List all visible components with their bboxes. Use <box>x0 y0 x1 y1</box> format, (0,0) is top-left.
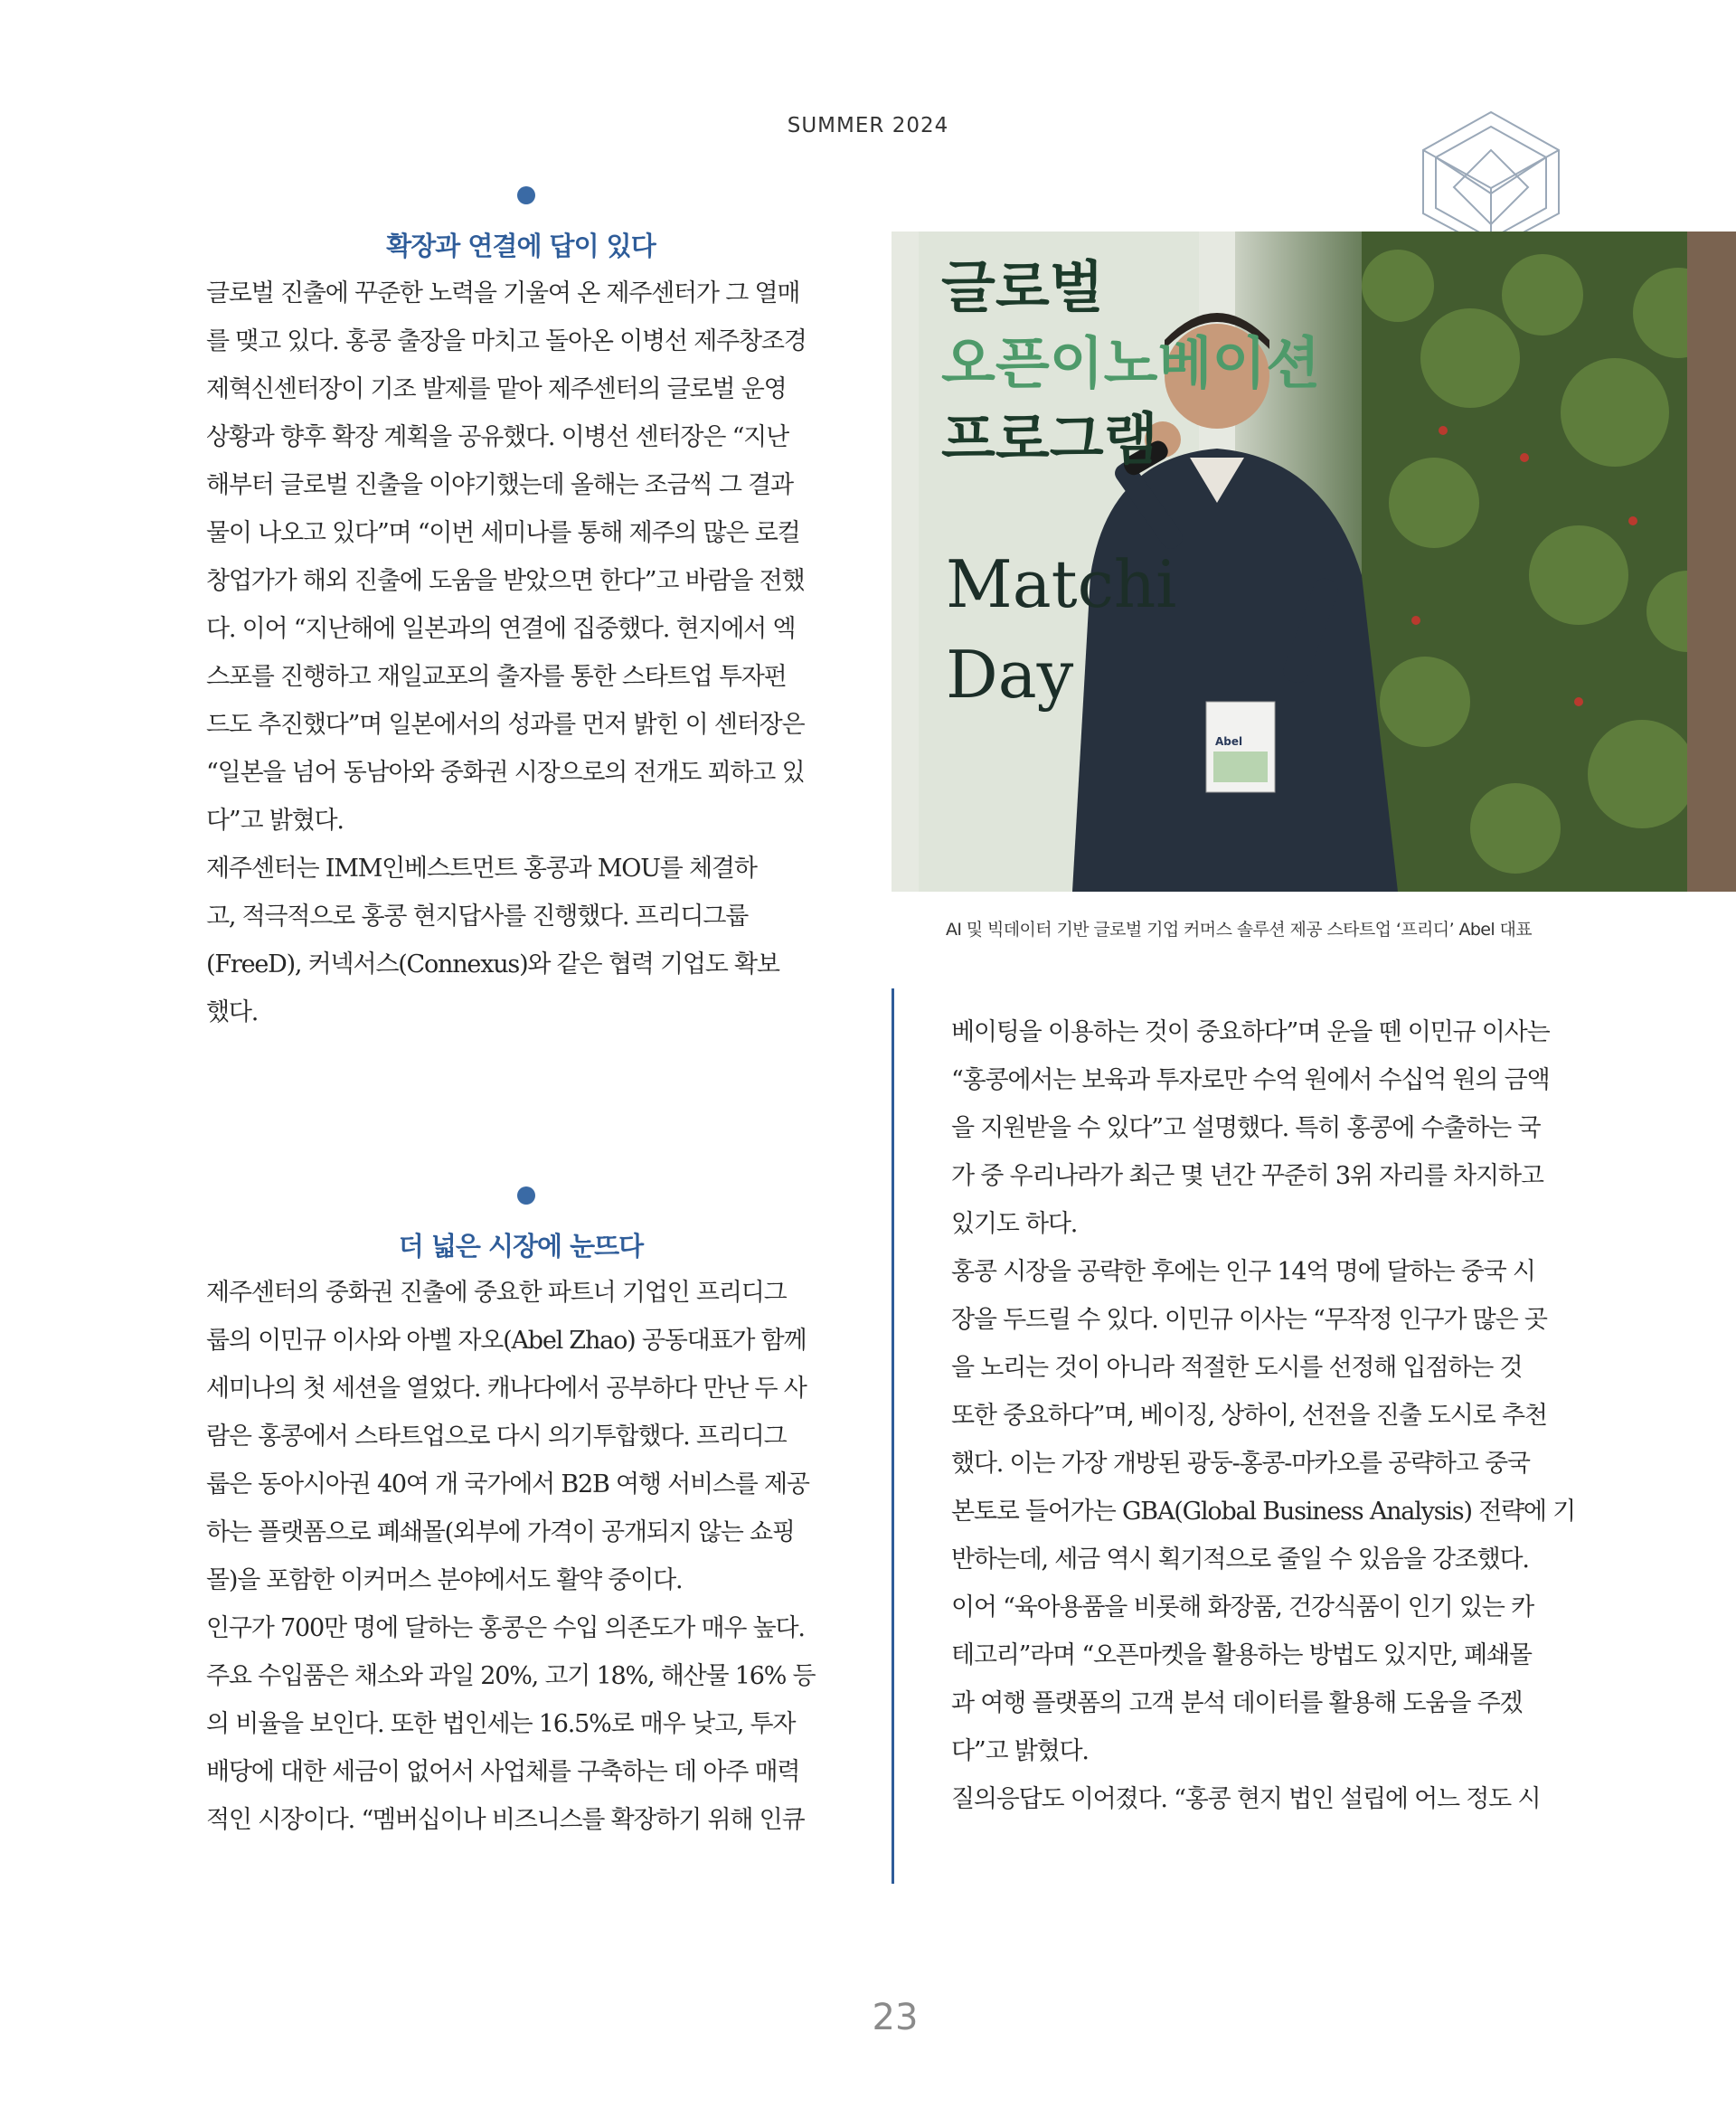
text-line: 상황과 향후 확장 계획을 공유했다. 이병선 센터장은 “지난 <box>206 423 788 451</box>
text-line: 장을 두드릴 수 있다. 이민규 이사는 “무작정 인구가 많은 곳 <box>951 1306 1547 1334</box>
text-line: 를 맺고 있다. 홍콩 출장을 마치고 돌아온 이병선 제주창조경 <box>206 327 807 355</box>
section-marker-dot <box>517 186 535 204</box>
text-line: 의 비율을 보인다. 또한 법인세는 16.5%로 매우 낮고, 투자 <box>206 1710 796 1738</box>
section-heading: 더 넓은 시장에 눈뜨다 <box>398 1231 644 1262</box>
section-heading: 확장과 연결에 답이 있다 <box>386 231 656 261</box>
section-marker-dot <box>517 1186 535 1205</box>
text-line: 을 지원받을 수 있다”고 설명했다. 특히 홍콩에 수출하는 국 <box>951 1114 1541 1142</box>
text-line: 있기도 하다. <box>951 1210 1078 1238</box>
text-line: 몰)을 포함한 이커머스 분야에서도 활약 중이다. <box>206 1566 683 1594</box>
text-line: 인구가 700만 명에 달하는 홍콩은 수입 의존도가 매우 높다. <box>206 1614 805 1642</box>
banner-english-line: Day <box>946 637 1074 713</box>
text-line: 제혁신센터장이 기조 발제를 맡아 제주센터의 글로벌 운영 <box>206 375 787 403</box>
photo-caption: AI 및 빅데이터 기반 글로벌 기업 커머스 솔루션 제공 스타트업 ‘프리디’ Abel 대표 <box>945 920 1533 940</box>
banner-text <box>941 250 1320 477</box>
issue-label: SUMMER 2024 <box>787 114 949 137</box>
page-number: 23 <box>872 1997 919 2038</box>
text-line: 베이팅을 이용하는 것이 중요하다”며 운을 뗀 이민규 이사는 <box>951 1018 1550 1046</box>
speaker-photo <box>892 232 1736 892</box>
text-line: 글로벌 진출에 꾸준한 노력을 기울여 온 제주센터가 그 열매 <box>206 279 800 307</box>
text-line: 드도 추진했다”며 일본에서의 성과를 먼저 밝힌 이 센터장은 <box>206 711 805 739</box>
text-line: 하는 플랫폼으로 폐쇄몰(외부에 가격이 공개되지 않는 쇼핑 <box>206 1518 795 1546</box>
text-line: 고, 적극적으로 홍콩 현지답사를 진행했다. 프리디그룹 <box>206 903 749 931</box>
text-line: “홍콩에서는 보육과 투자로만 수억 원에서 수십억 원의 금액 <box>951 1066 1550 1094</box>
text-line: 을 노리는 것이 아니라 적절한 도시를 선정해 입점하는 것 <box>951 1354 1523 1382</box>
banner-line: 프로그램 <box>941 406 1158 472</box>
text-line: 제주센터는 IMM인베스트먼트 홍콩과 MOU를 체결하 <box>206 855 757 883</box>
text-line: 반하는데, 세금 역시 획기적으로 줄일 수 있음을 강조했다. <box>951 1546 1529 1574</box>
text-line: (FreeD), 커넥서스(Connexus)와 같은 협력 기업도 확보 <box>206 950 779 978</box>
text-line: 세미나의 첫 세션을 열었다. 캐나다에서 공부하다 만난 두 사 <box>206 1375 807 1403</box>
text-line: 다”고 밝혔다. <box>206 807 344 835</box>
text-line: 주요 수입품은 채소와 과일 20%, 고기 18%, 해산물 16% 등 <box>206 1662 816 1690</box>
text-line: 람은 홍콩에서 스타트업으로 다시 의기투합했다. 프리디그 <box>206 1423 787 1451</box>
text-line: 했다. <box>206 998 259 1026</box>
section2-body <box>206 1269 815 1844</box>
text-line: 했다. 이는 가장 개방된 광둥-홍콩-마카오를 공략하고 중국 <box>951 1450 1530 1478</box>
text-line: 물이 나오고 있다”며 “이번 세미나를 통해 제주의 많은 로컬 <box>206 519 800 547</box>
text-line: 테고리”라며 “오픈마켓을 활용하는 방법도 있지만, 폐쇄몰 <box>951 1641 1532 1669</box>
column-divider <box>892 988 894 1884</box>
banner-line: 글로벌 <box>941 254 1104 320</box>
text-line: 다. 이어 “지난해에 일본과의 연결에 집중했다. 현지에서 엑 <box>206 615 796 643</box>
text-line: 다”고 밝혔다. <box>951 1737 1089 1765</box>
text-line: 제주센터의 중화권 진출에 중요한 파트너 기업인 프리디그 <box>206 1279 787 1307</box>
section1-body <box>206 269 807 1036</box>
text-line: 가 중 우리나라가 최근 몇 년간 꾸준히 3위 자리를 차지하고 <box>951 1162 1543 1190</box>
text-line: “일본을 넘어 동남아와 중화권 시장으로의 전개도 꾀하고 있 <box>206 759 805 787</box>
banner-english-line: Matchi <box>946 546 1177 622</box>
text-line: 홍콩 시장을 공략한 후에는 인구 14억 명에 달하는 중국 시 <box>951 1258 1535 1286</box>
text-line: 질의응답도 이어졌다. “홍콩 현지 법인 설립에 어느 정도 시 <box>951 1785 1541 1813</box>
text-line: 룹의 이민규 이사와 아벨 자오(Abel Zhao) 공동대표가 함께 <box>206 1327 807 1355</box>
text-line: 배당에 대한 세금이 없어서 사업체를 구축하는 데 아주 매력 <box>206 1758 800 1786</box>
text-line: 해부터 글로벌 진출을 이야기했는데 올해는 조금씩 그 결과 <box>206 471 793 499</box>
banner-english-text <box>946 539 1176 720</box>
text-line: 이어 “육아용품을 비롯해 화장품, 건강식품이 인기 있는 카 <box>951 1593 1533 1621</box>
text-line: 본토로 들어가는 GBA(Global Business Analysis) 전략에 기 <box>951 1498 1576 1526</box>
text-line: 또한 중요하다”며, 베이징, 상하이, 선전을 진출 도시로 추천 <box>951 1402 1547 1430</box>
text-line: 창업가가 해외 진출에 도움을 받았으면 한다”고 바람을 전했 <box>206 567 805 595</box>
text-line: 스포를 진행하고 재일교포의 출자를 통한 스타트업 투자펀 <box>206 663 787 691</box>
right-column-body <box>951 1008 1575 1823</box>
text-line: 과 여행 플랫폼의 고객 분석 데이터를 활용해 도움을 주겠 <box>951 1689 1523 1717</box>
badge-name: Abel <box>1215 735 1243 748</box>
banner-line: 오픈이노베이션 <box>941 330 1321 396</box>
text-line: 룹은 동아시아권 40여 개 국가에서 B2B 여행 서비스를 제공 <box>206 1470 809 1498</box>
text-line: 적인 시장이다. “멤버십이나 비즈니스를 확장하기 위해 인큐 <box>206 1806 805 1834</box>
